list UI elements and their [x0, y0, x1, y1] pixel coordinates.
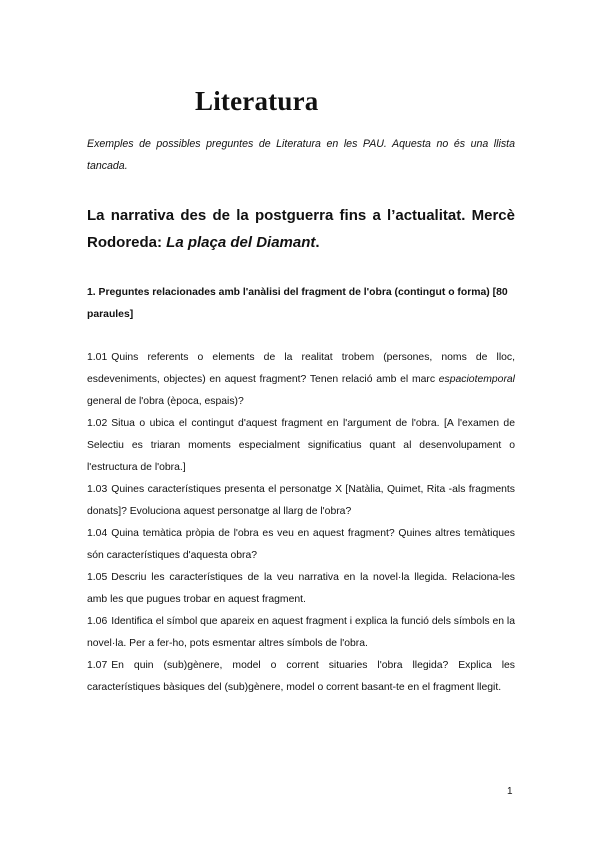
section-heading-text: La narrativa des de la postguerra fins a l’actualitat. Mercè Rodoreda: — [87, 207, 515, 251]
question-item — [87, 347, 515, 413]
section-heading — [87, 202, 515, 256]
page-number: 1 — [507, 786, 513, 797]
question-text: En quin (sub)gènere, model o corrent situaries l'obra llegida? Explica les característiques bàsiques del (sub)gènere, model o corrent basant-te en el fragment llegit. — [87, 660, 515, 693]
question-number: 1.05 — [87, 572, 108, 583]
question-number: 1.04 — [87, 528, 108, 539]
subtitle-note: Exemples de possibles preguntes de Literatura en les PAU. Aquesta no és una llista tancada. — [87, 138, 515, 172]
question-text: Situa o ubica el contingut d'aquest fragment en l'argument de l'obra. [A l'examen de Selectiu es triaran moments especialment significatius quant al desenvolupament o l'estructura de l'obra.] — [87, 418, 515, 473]
question-text: Quins referents o elements de la realitat trobem (persones, noms de lloc, esdeveniments, objectes) en aquest fragment? Tenen relació amb el marc — [87, 352, 515, 385]
question-item — [87, 655, 515, 699]
question-text: Quina temàtica pròpia de l'obra es veu en aquest fragment? Quines altres temàtiques són característiques d'aquesta obra? — [87, 528, 515, 561]
question-item — [87, 567, 515, 611]
question-item — [87, 611, 515, 655]
question-text: Descriu les característiques de la veu narrativa en la novel·la llegida. Relaciona-les amb les que pugues trobar en aquest fragment. — [87, 572, 515, 605]
question-italic-term: espaciotemporal — [438, 374, 515, 385]
question-item — [87, 413, 515, 479]
question-item — [87, 523, 515, 567]
question-text-end: general de l'obra (època, espais)? — [87, 396, 244, 407]
question-group-heading: 1. Preguntes relacionades amb l'anàlisi del fragment de l'obra (contingut o forma) [80 paraules] — [87, 287, 508, 320]
question-number: 1.06 — [87, 616, 108, 627]
question-list — [87, 347, 515, 699]
question-number: 1.03 — [87, 484, 108, 495]
question-number: 1.07 — [87, 660, 108, 671]
page-title: Literatura — [195, 86, 319, 116]
question-text: Quines característiques presenta el personatge X [Natàlia, Quimet, Rita -als fragments donats]? Evoluciona aquest personatge al llarg de l'obra? — [87, 484, 515, 517]
question-item — [87, 479, 515, 523]
section-heading-end: . — [315, 234, 320, 251]
question-number: 1.02 — [87, 418, 108, 429]
work-title: La plaça del Diamant — [166, 234, 316, 251]
question-text: Identifica el símbol que apareix en aquest fragment i explica la funció dels símbols en la novel·la. Per a fer-ho, pots esmentar altres símbols de l'obra. — [87, 616, 515, 649]
question-number: 1.01 — [87, 352, 108, 363]
